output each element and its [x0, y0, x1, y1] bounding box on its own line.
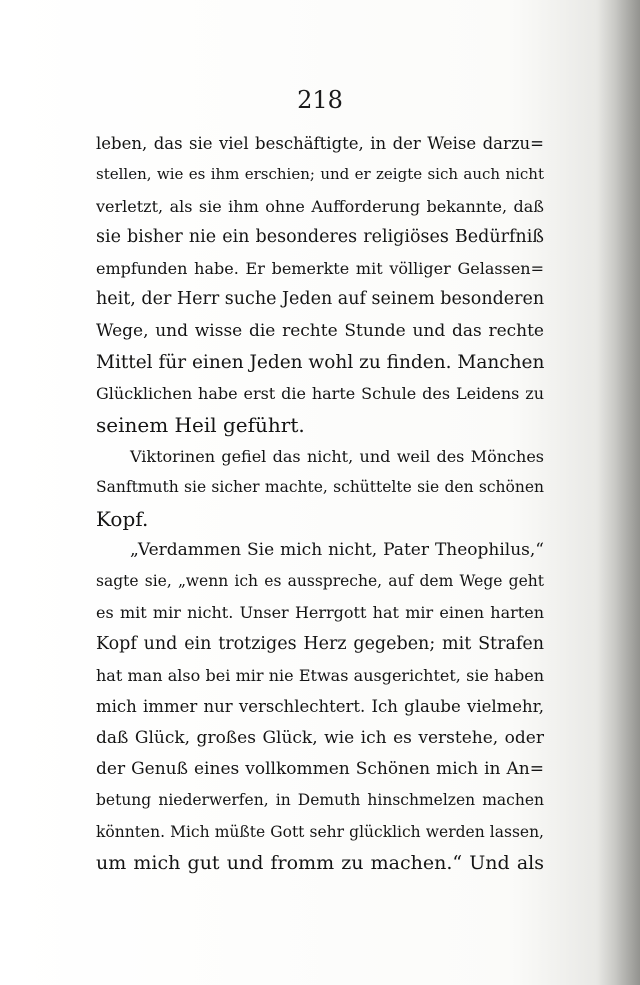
page-edge-shadow — [598, 0, 640, 985]
text-line: verletzt, als sie ihm ohne Aufforderung bekannte, daß — [96, 196, 544, 216]
text-line: es mit mir nicht. Unser Herrgott hat mir einen harten — [96, 603, 544, 623]
text-line: Wege, und wisse die rechte Stunde und das rechte — [96, 320, 544, 341]
text-line: betung niederwerfen, in Demuth hinschmelzen machen — [96, 791, 544, 810]
body-text — [96, 128, 544, 879]
page-number: 218 — [297, 86, 343, 114]
text-line: Kopf und ein trotziges Herz gegeben; mit Strafen — [96, 633, 544, 654]
text-line: heit, der Herr suche Jeden auf seinem besonderen — [96, 289, 544, 310]
text-line: Kopf. — [96, 506, 149, 531]
text-line: „Verdammen Sie mich nicht, Pater Theophilus,“ — [130, 539, 544, 560]
text-line: Mittel für einen Jeden wohl zu finden. Manchen — [96, 352, 544, 374]
text-line: Glücklichen habe erst die harte Schule des Leidens zu — [96, 384, 544, 404]
text-line: empfunden habe. Er bemerkte mit völliger Gelassen= — [96, 259, 544, 279]
text-line: könnten. Mich müßte Gott sehr glücklich werden lassen, — [96, 822, 544, 841]
text-line: mich immer nur verschlechtert. Ich glaube vielmehr, — [96, 697, 544, 717]
text-line: um mich gut und fromm zu machen.“ Und als — [96, 851, 544, 874]
text-line: seinem Heil geführt. — [96, 412, 305, 437]
text-line: leben, das sie viel beschäftigte, in der Weise darzu= — [96, 134, 544, 153]
text-line: der Genuß eines vollkommen Schönen mich in An= — [96, 758, 544, 779]
text-line: sie bisher nie ein besonderes religiöses Bedürfniß — [96, 226, 544, 247]
text-line: Viktorinen gefiel das nicht, und weil des Mönches — [130, 446, 544, 466]
text-line: daß Glück, großes Glück, wie ich es verstehe, oder — [96, 727, 544, 748]
text-line: hat man also bei mir nie Etwas ausgerichtet, sie haben — [96, 666, 544, 686]
text-line: Sanftmuth sie sicher machte, schüttelte sie den schönen — [96, 478, 544, 497]
text-line: sagte sie, „wenn ich es ausspreche, auf dem Wege geht — [96, 572, 544, 591]
text-line: stellen, wie es ihm erschien; und er zeigte sich auch nicht — [96, 165, 544, 184]
